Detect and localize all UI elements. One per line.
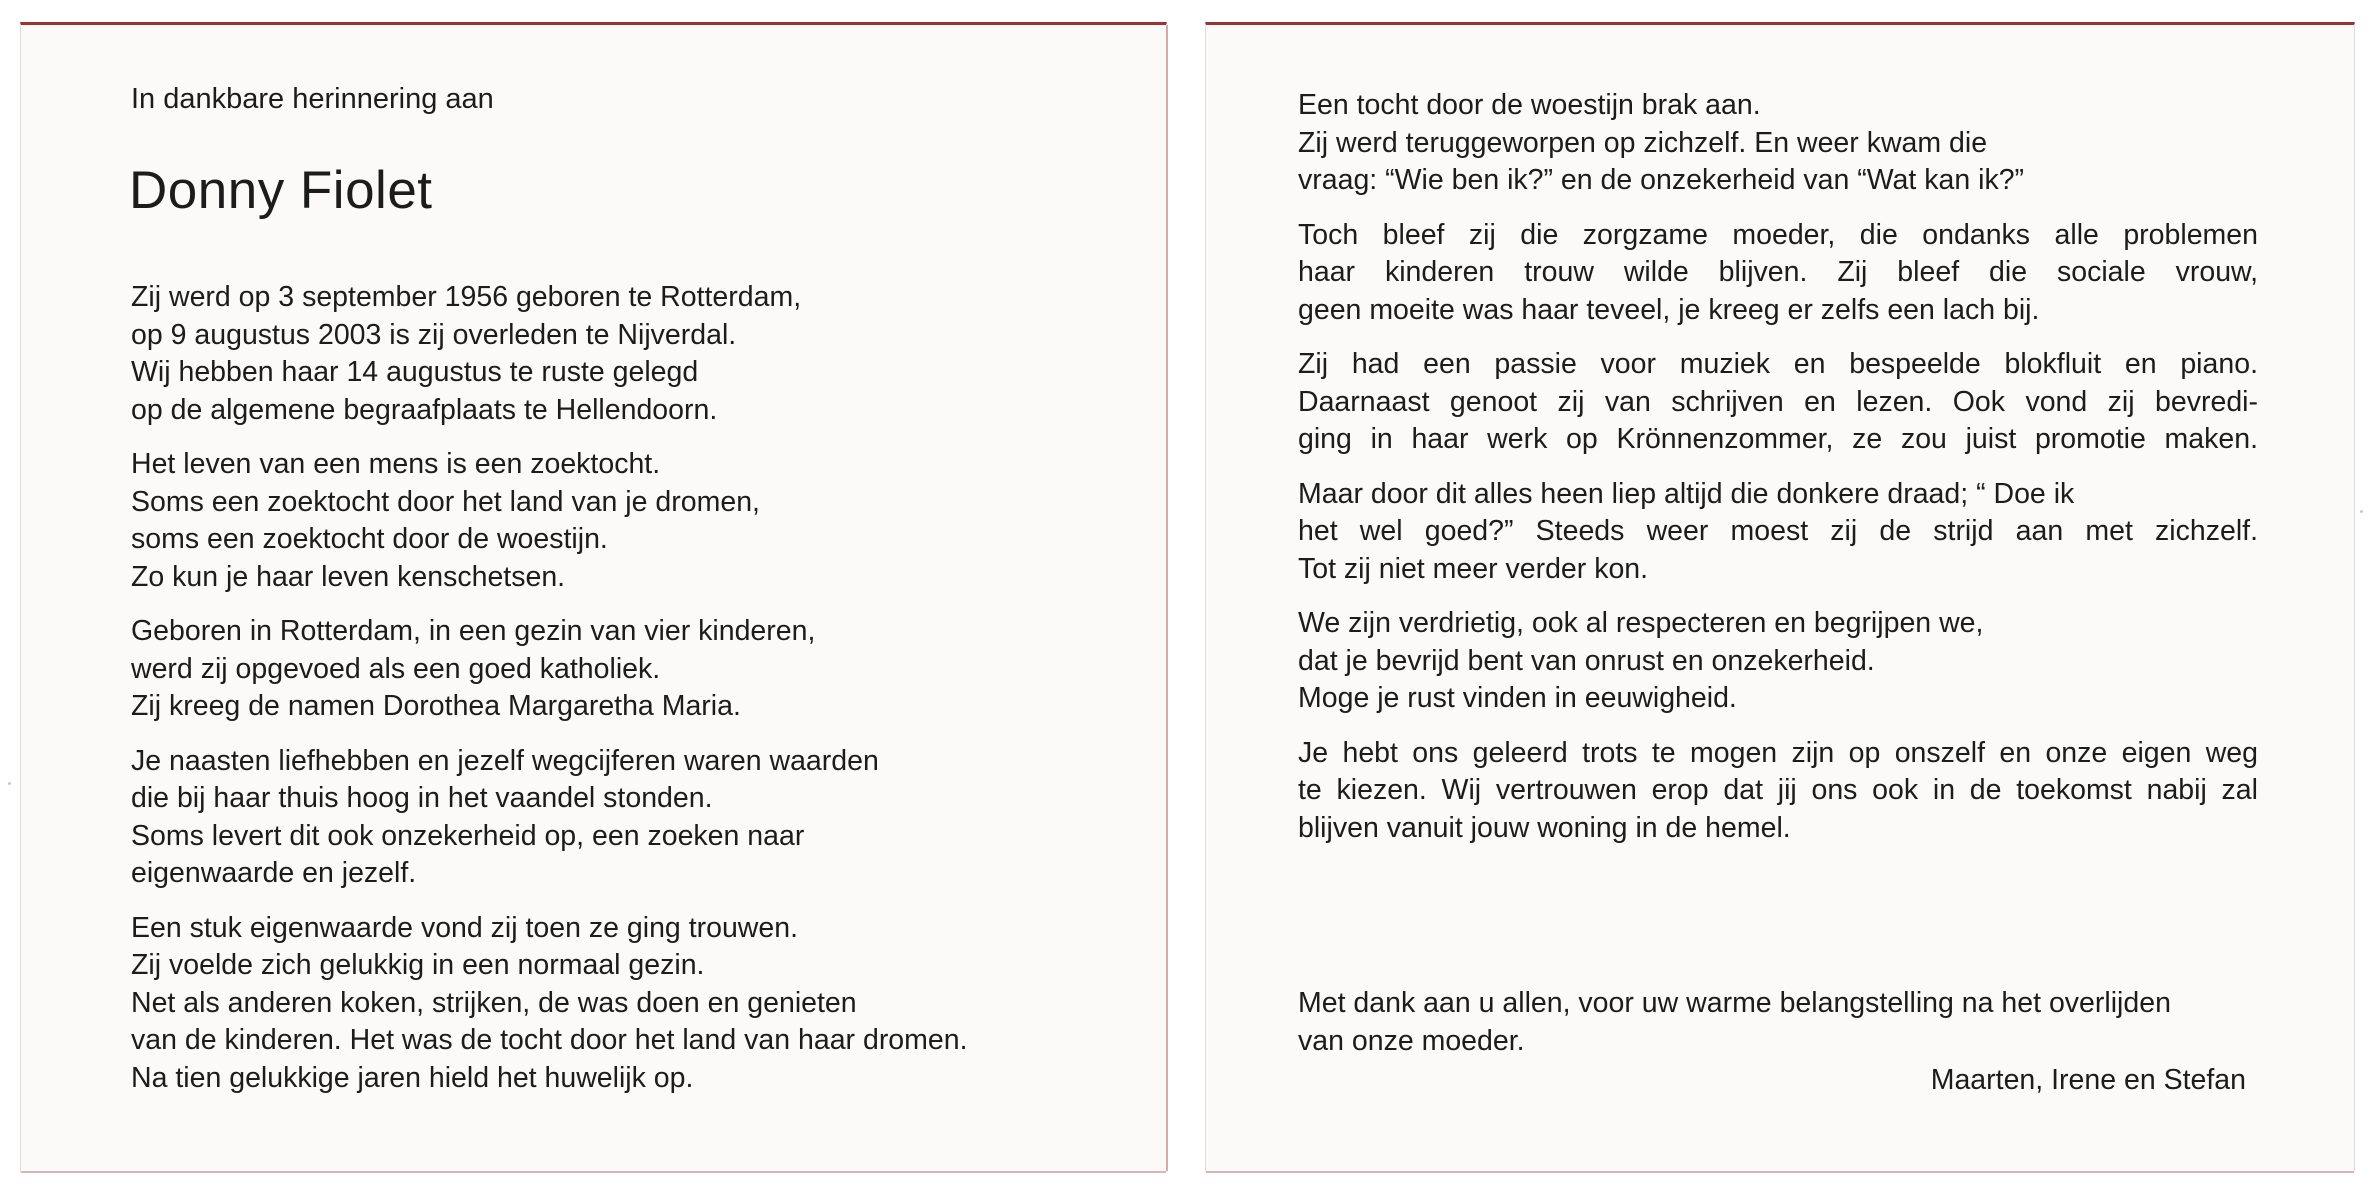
text-line: ging in haar werk op Krönnenzommer, ze zou juist promotie maken. bbox=[1298, 423, 2258, 455]
page-edge bbox=[1206, 1171, 2354, 1173]
thanks-line: Met dank aan u allen, voor uw warme belangstelling na het overlijden bbox=[1298, 987, 2171, 1019]
text-paragraph bbox=[131, 279, 1131, 429]
thanks-line: van onze moeder. bbox=[1298, 1024, 1525, 1057]
text-line: op de algemene begraafplaats te Hellendoorn. bbox=[131, 393, 718, 426]
text-line: Het leven van een mens is een zoektocht. bbox=[131, 448, 661, 480]
text-line: op 9 augustus 2003 is zij overleden te Nijverdal. bbox=[131, 318, 737, 351]
text-paragraph bbox=[1298, 735, 2258, 848]
text-line: Moge je rust vinden in eeuwigheid. bbox=[1298, 682, 1737, 714]
text-paragraph bbox=[131, 743, 1131, 893]
text-line: het wel goed?” Steeds weer moest zij de strijd aan met zichzelf. bbox=[1298, 515, 2258, 547]
text-line: geen moeite was haar teveel, je kreeg er zelfs een lach bij. bbox=[1298, 293, 2040, 326]
text-paragraph bbox=[1298, 217, 2258, 330]
text-line: Daarnaast genoot zij van schrijven en lezen. Ook vond zij bevredi- bbox=[1298, 385, 2258, 418]
left-card-page bbox=[20, 22, 1167, 1172]
thanks-note bbox=[1298, 985, 2171, 1060]
text-line: die bij haar thuis hoog in het vaandel stonden. bbox=[131, 782, 713, 814]
text-paragraph bbox=[131, 910, 1131, 1098]
right-text-column bbox=[1298, 87, 2258, 864]
text-line: Na tien gelukkige jaren hield het huwelijk op. bbox=[131, 1061, 694, 1094]
text-line: Een tocht door de woestijn brak aan. bbox=[1298, 89, 1761, 121]
left-text-column bbox=[131, 279, 1131, 1114]
text-line: Soms levert dit ook onzekerheid op, een zoeken naar bbox=[131, 819, 805, 852]
text-line: soms een zoektocht door de woestijn. bbox=[131, 523, 608, 555]
text-line: Zij voelde zich gelukkig in een normaal gezin. bbox=[131, 949, 705, 981]
text-line: blijven vanuit jouw woning in de hemel. bbox=[1298, 811, 1791, 844]
text-line: Een stuk eigenwaarde vond zij toen ze ging trouwen. bbox=[131, 911, 799, 944]
speck bbox=[2360, 510, 2363, 513]
text-line: vraag: “Wie ben ik?” en de onzekerheid van “Wat kan ik?” bbox=[1298, 164, 2025, 196]
text-paragraph bbox=[131, 613, 1131, 726]
right-card-page bbox=[1205, 22, 2355, 1172]
text-paragraph bbox=[1298, 87, 2258, 200]
text-paragraph bbox=[1298, 476, 2258, 589]
text-line: Maar door dit alles heen liep altijd die donkere draad; “ Doe ik bbox=[1298, 477, 2075, 510]
text-line: eigenwaarde en jezelf. bbox=[131, 857, 417, 889]
text-line: haar kinderen trouw wilde blijven. Zij bleef die sociale vrouw, bbox=[1298, 256, 2258, 288]
text-paragraph bbox=[1298, 346, 2258, 459]
speck bbox=[8, 782, 11, 785]
text-line: Je naasten liefhebben en jezelf wegcijferen waren waarden bbox=[131, 744, 879, 777]
text-line: Zij kreeg de namen Dorothea Margaretha Maria. bbox=[131, 690, 741, 722]
text-line: Soms een zoektocht door het land van je dromen, bbox=[131, 485, 760, 518]
text-line: dat je bevrijd bent van onrust en onzekerheid. bbox=[1298, 644, 1875, 677]
text-line: van de kinderen. Het was de tocht door het land van haar dromen. bbox=[131, 1024, 968, 1056]
text-line: werd zij opgevoed als een goed katholiek. bbox=[131, 652, 661, 685]
deceased-name: Donny Fiolet bbox=[129, 161, 433, 220]
text-line: Zij had een passie voor muziek en bespeelde blokfluit en piano. bbox=[1298, 348, 2258, 380]
text-line: We zijn verdrietig, ook al respecteren en begrijpen we, bbox=[1298, 607, 1984, 639]
text-paragraph bbox=[1298, 605, 2258, 718]
page-edge bbox=[1166, 25, 1168, 1171]
text-line: Toch bleef zij die zorgzame moeder, die ondanks alle problemen bbox=[1298, 218, 2258, 251]
text-line: Tot zij niet meer verder kon. bbox=[1298, 552, 1649, 585]
text-line: Geboren in Rotterdam, in een gezin van vier kinderen, bbox=[131, 615, 816, 647]
signature: Maarten, Irene en Stefan bbox=[1930, 1064, 2246, 1096]
text-line: Zo kun je haar leven kenschetsen. bbox=[131, 560, 566, 593]
text-paragraph bbox=[131, 446, 1131, 596]
text-line: Zij werd op 3 september 1956 geboren te Rotterdam, bbox=[131, 281, 802, 313]
text-line: Wij hebben haar 14 augustus te ruste gelegd bbox=[131, 356, 699, 388]
memorial-intro: In dankbare herinnering aan bbox=[131, 83, 494, 115]
page-edge bbox=[21, 1171, 1166, 1173]
text-line: te kiezen. Wij vertrouwen erop dat jij ons ook in de toekomst nabij zal bbox=[1298, 774, 2258, 806]
text-line: Zij werd teruggeworpen op zichzelf. En weer kwam die bbox=[1298, 126, 1988, 159]
text-line: Je hebt ons geleerd trots te mogen zijn op onszelf en onze eigen weg bbox=[1298, 736, 2258, 769]
text-line: Net als anderen koken, strijken, de was doen en genieten bbox=[131, 986, 857, 1019]
